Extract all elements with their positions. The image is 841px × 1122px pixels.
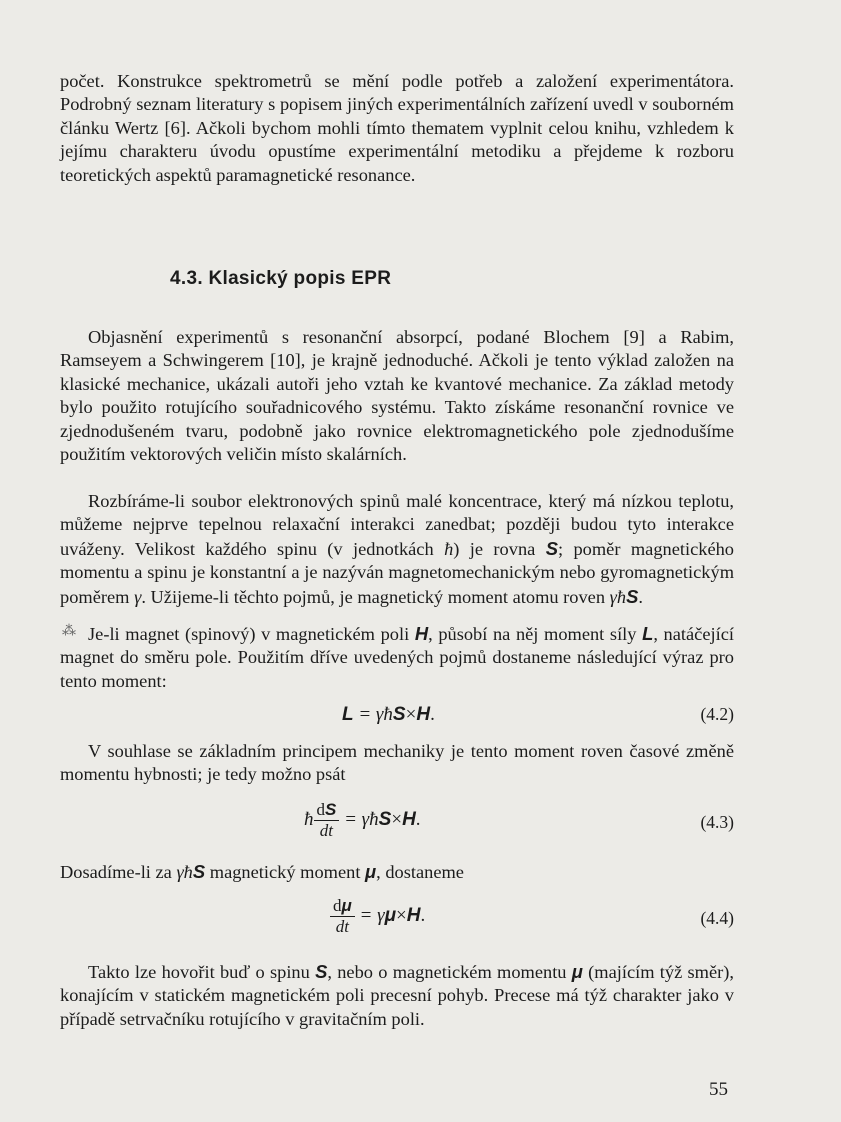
equation-number: (4.2) [700, 704, 734, 724]
gamma-symbol: γ [134, 586, 142, 607]
gamma-hbar-symbol: γħ [609, 586, 627, 607]
mu-symbol: μ [365, 861, 377, 882]
spin-symbol: S [545, 537, 558, 559]
margin-mark-icon: ⁂ [62, 624, 76, 639]
paragraph-text: počet. Konstrukce spektrometrů se mění podle potřeb a založení experimentátora. Podrobný seznam literatury s popisem jiných experimentálních zařízení uvedl v souborném článku Wertz [6]. Ačkoli bychom mohli tímto thematem vyplnit celou knihu, vzhledem k jejímu charakteru úvodu opustíme experimentální metodiku a přejdeme k rozboru teoretických aspektů paramagnetické resonance. [60, 71, 734, 185]
torque-symbol: L [642, 623, 654, 644]
paragraph-text: Takto lze hovořit buď o spinu S, nebo o magnetickém momentu μ (majícím týž směr), konajícím v statickém magnetickém poli precesní pohyb. Precese má týž charakter jako v případě setrvačníku rotujícího v gravitačním poli. [60, 961, 734, 1029]
equation-number: (4.4) [700, 908, 734, 928]
paragraph-text: Dosadíme-li za γħS magnetický moment μ, dostaneme [60, 861, 464, 882]
paragraph-text: Objasnění experimentů s resonanční absorpcí, podané Blochem [9] a Rabim, Ramseyem a Schwingerem [10], je krajně jednoduché. Ačkoli je tento výklad založen na klasické mechanice, ukázali autoři jeho vztah ke kvantové mechanice. Za základ metody bylo použito rotujícího souřadnicového systému. Takto získáme resonanční rovnice ve zjednodušeném tvaru, podobně jako rovnice elektromagnetického pole zjednodušíme použitím vektorových veličin místo skalárních. [60, 327, 734, 465]
fraction: $\frac{d\mu}{dt}$ [330, 896, 355, 937]
field-symbol: H [414, 623, 429, 644]
spin-symbol: S [626, 585, 639, 607]
section-heading: 4.3. Klasický popis EPR [170, 268, 392, 289]
paragraph-substitute [60, 860, 734, 884]
paragraph-text: Rozbíráme-li soubor elektronových spinů malé koncentrace, který má nízkou teplotu, můžeme nejprve tepelnou relaxační interakci zanedbat; později budou tyto interakce uváženy. Velikost každého spinu (v jednotkách ħ) je rovna S; poměr magnetického momentu a spinu je konstantní a je nazýván magnetomechanickým nebo gyromagnetickým poměrem γ. Užijeme-li těchto pojmů, je magnetický moment atomu roven γħS. [60, 491, 734, 607]
equation-4-3 [60, 800, 734, 848]
paragraph-intro [60, 70, 734, 187]
paragraph-text: V souhlase se základním principem mechaniky je tento moment roven časové změně momentu hybnosti; je tedy možno psát [60, 741, 734, 785]
equation-number: (4.3) [700, 812, 734, 832]
paragraph-spins [60, 490, 734, 609]
page-number: 55 [709, 1079, 728, 1100]
fraction: $\frac{dS}{dt}$ [314, 800, 340, 841]
paragraph-mechanics [60, 740, 734, 787]
paragraph-precession [60, 960, 734, 1031]
paragraph-bloch [60, 326, 734, 466]
equation-body: L = γħS×H. [342, 704, 435, 725]
paragraph-magnet [60, 622, 734, 693]
equation-body: ħ $\frac{dS}{dt}$ = γħS×H. [304, 800, 421, 840]
equation-4-4 [60, 896, 734, 944]
equation-4-2 [60, 704, 734, 744]
hbar-symbol: ħ [444, 538, 454, 559]
equation-body: $\frac{d\mu}{dt}$ = γμ×H. [330, 896, 425, 937]
paragraph-text: Je-li magnet (spinový) v magnetickém poli H, působí na něj moment síly L, natáčející magnet do směru pole. Použitím dříve uvedených pojmů dostaneme následující výraz pro tento moment: [60, 623, 734, 691]
